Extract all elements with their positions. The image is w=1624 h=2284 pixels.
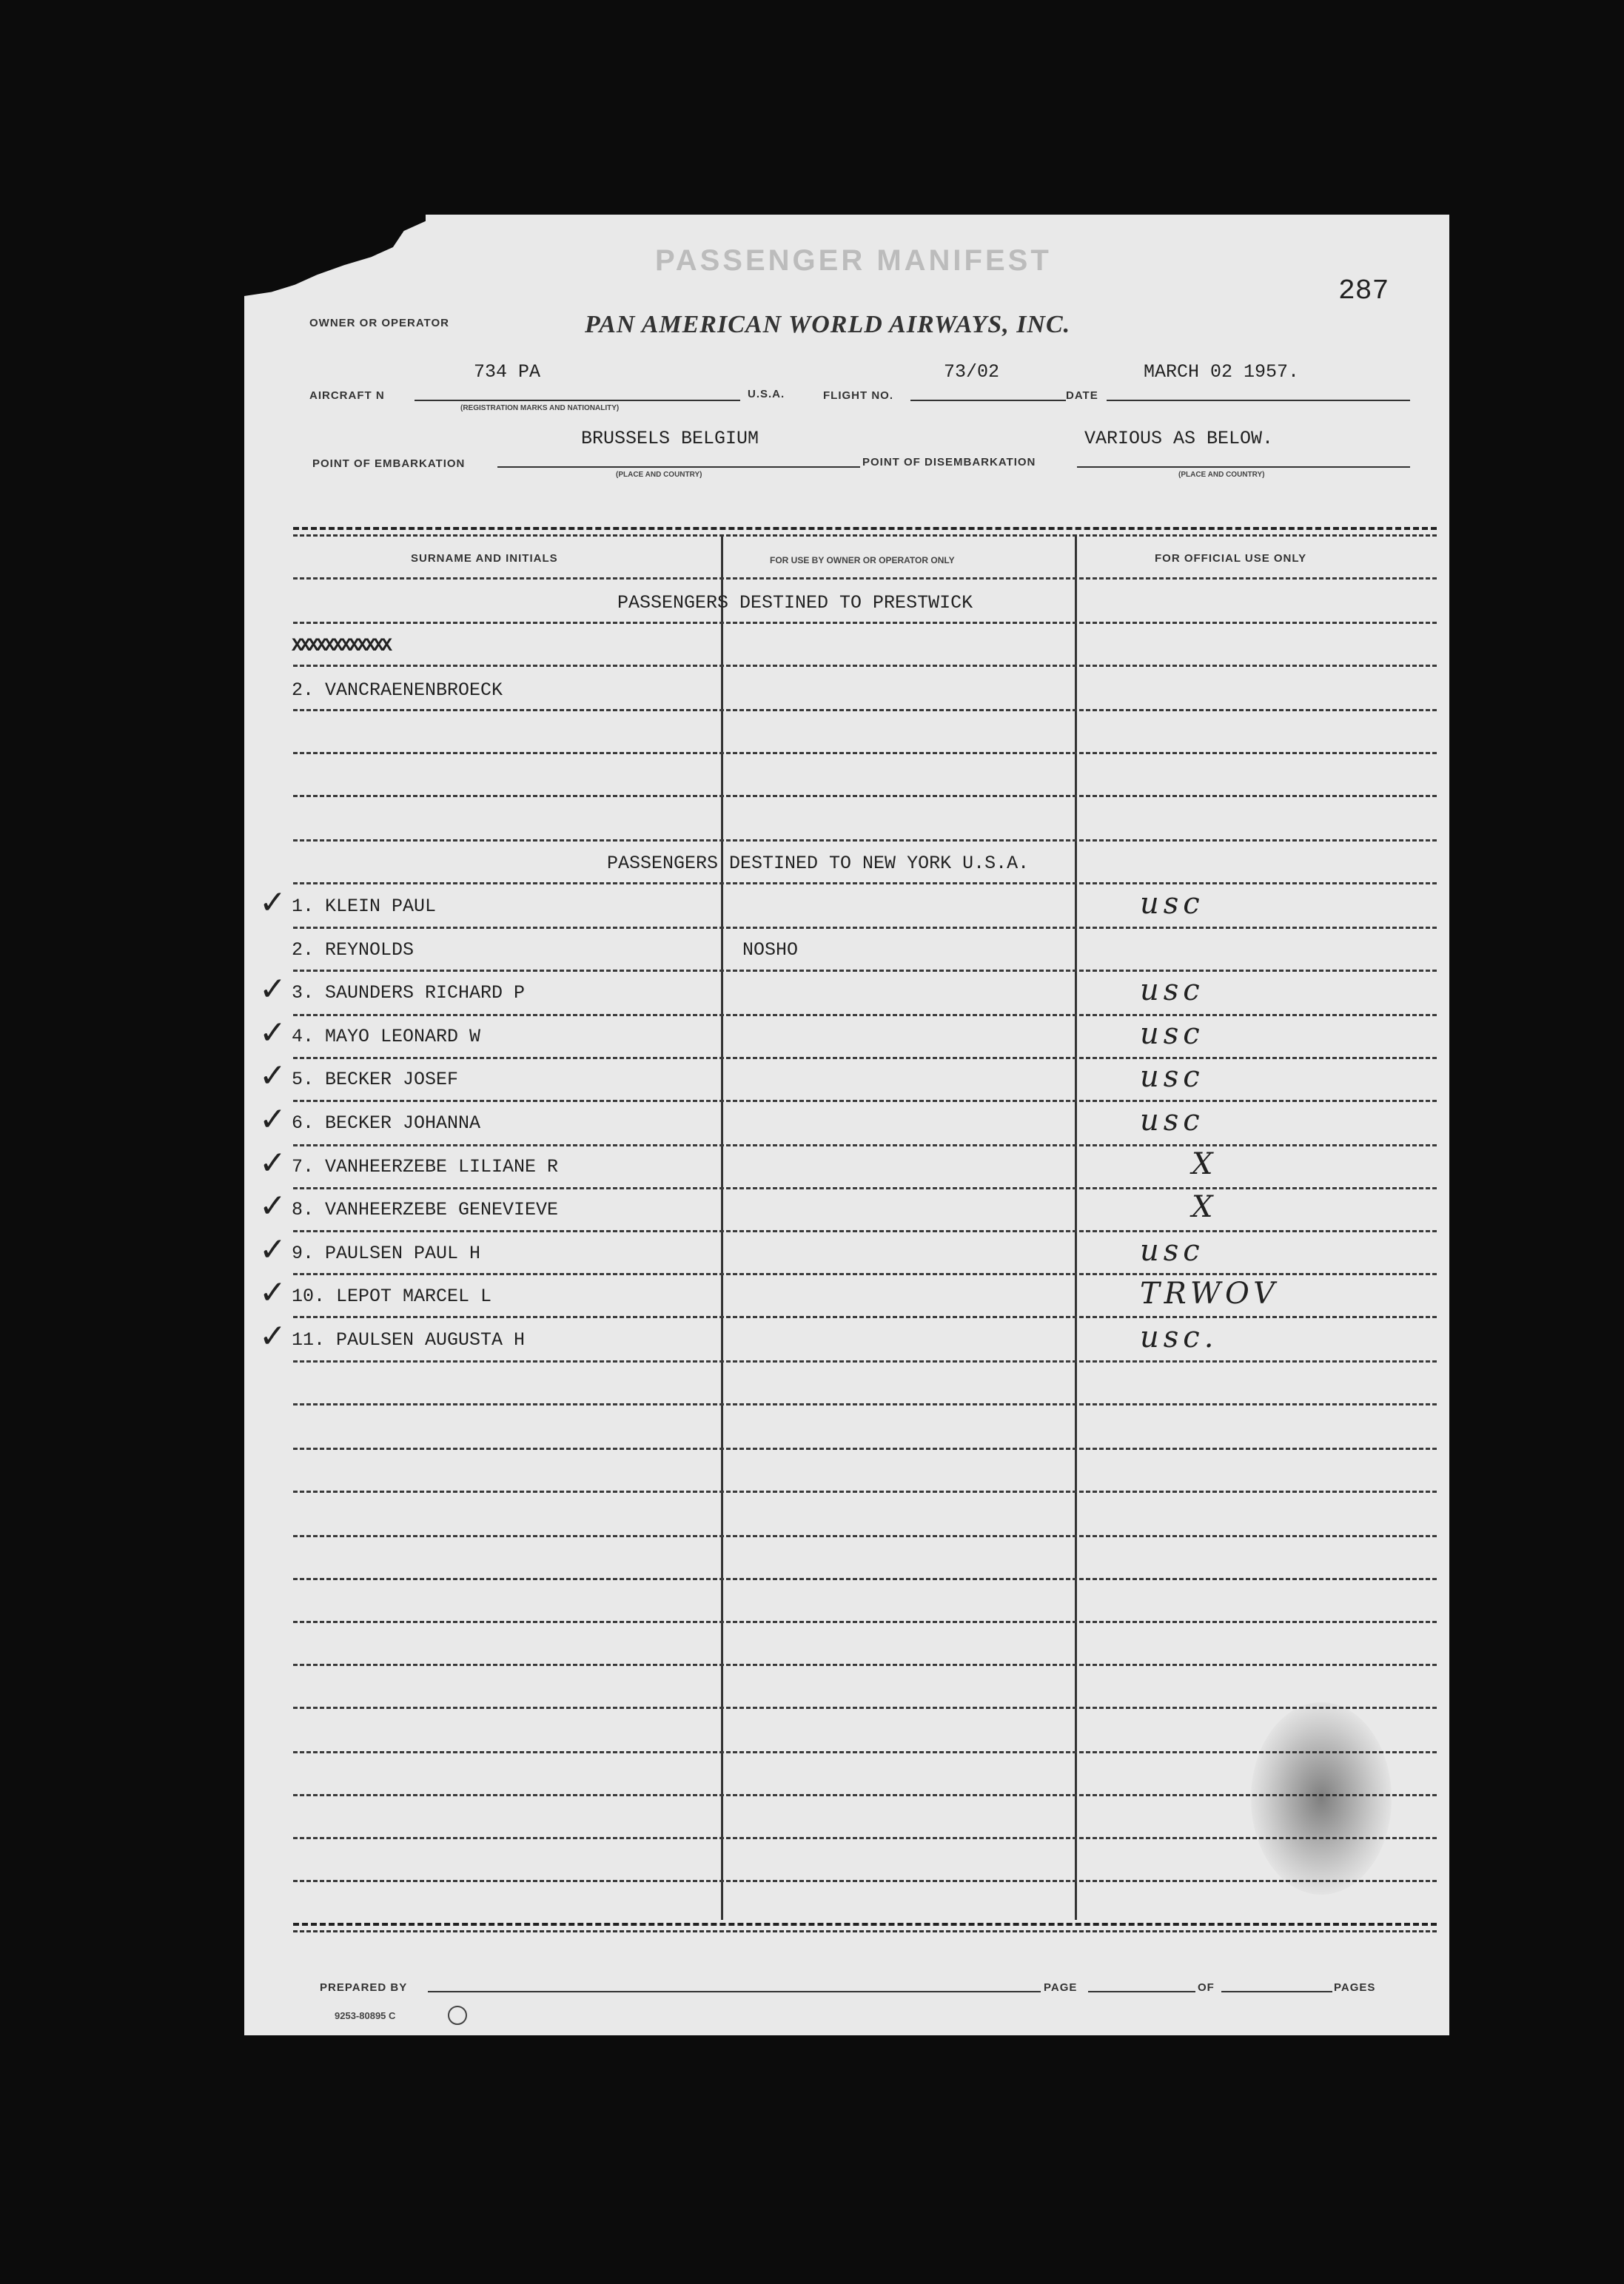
date-label: DATE (1066, 389, 1098, 402)
owner-value: PAN AMERICAN WORLD AIRWAYS, INC. (585, 311, 1071, 338)
date-value: MARCH 02 1957. (1144, 361, 1300, 383)
passenger-official-mark: usc (1140, 1017, 1204, 1051)
passenger-official-mark: usc (1140, 1104, 1204, 1138)
column-header-operator: FOR USE BY OWNER OR OPERATOR ONLY (770, 555, 955, 565)
check-mark-icon: ✓ (259, 970, 286, 1008)
ruled-line (293, 1491, 1437, 1493)
check-mark-icon: ✓ (259, 1144, 286, 1182)
footer-rule-1 (293, 1923, 1437, 1926)
disembarkation-label: POINT OF DISEMBARKATION (862, 456, 1036, 468)
passenger-name: 10. LEPOT MARCEL L (292, 1286, 492, 1307)
check-mark-icon: ✓ (259, 1187, 286, 1225)
ruled-line (293, 970, 1437, 972)
header-rule-2 (293, 534, 1437, 537)
check-mark-icon: ✓ (259, 1057, 286, 1095)
section-newyork: PASSENGERS DESTINED TO NEW YORK U.S.A. (607, 853, 1030, 874)
column-divider-1 (721, 536, 723, 1920)
check-mark-icon: ✓ (259, 884, 286, 921)
passenger-official-mark: X (1192, 1190, 1218, 1224)
header-rule-1 (293, 527, 1437, 530)
ruled-line (293, 752, 1437, 754)
passenger-name: 11. PAULSEN AUGUSTA H (292, 1329, 526, 1351)
passenger-official-mark: usc (1140, 1060, 1204, 1094)
passenger-name: 8. VANHEERZEBE GENEVIEVE (292, 1199, 559, 1220)
place-note-disembarkation: (PLACE AND COUNTRY) (1178, 471, 1265, 479)
ink-smudge (1251, 1702, 1392, 1895)
union-label-seal-icon (448, 2006, 467, 2025)
column-header-official: FOR OFFICIAL USE ONLY (1155, 552, 1307, 565)
ruled-line (293, 795, 1437, 797)
disembarkation-value: VARIOUS AS BELOW. (1084, 428, 1274, 449)
passenger-official-mark: TRWOV (1140, 1277, 1280, 1311)
ruled-line (293, 665, 1437, 667)
passenger-name: 7. VANHEERZEBE LILIANE R (292, 1156, 559, 1178)
column-header-name: SURNAME AND INITIALS (411, 552, 558, 565)
ruled-line (293, 1664, 1437, 1666)
passenger-name: 9. PAULSEN PAUL H (292, 1243, 481, 1264)
embarkation-label: POINT OF EMBARKATION (312, 457, 466, 470)
disembarkation-line (1077, 466, 1410, 468)
ruled-line (293, 1535, 1437, 1537)
prestwick-row: 2. VANCRAENENBROECK (292, 679, 503, 701)
section-prestwick: PASSENGERS DESTINED TO PRESTWICK (617, 592, 973, 614)
country-label: U.S.A. (748, 388, 785, 400)
ruled-line (293, 1014, 1437, 1016)
passenger-name: 3. SAUNDERS RICHARD P (292, 982, 526, 1004)
prestwick-struck-entry: XXXXXXXXXXXX (292, 635, 390, 656)
ruled-line (293, 577, 1437, 580)
date-line (1107, 400, 1410, 401)
ruled-line (293, 1144, 1437, 1146)
ruled-line (293, 1880, 1437, 1882)
ruled-line (293, 882, 1437, 884)
ruled-line (293, 1273, 1437, 1275)
page-number: 287 (1338, 275, 1389, 307)
passenger-name: 2. REYNOLDS (292, 939, 415, 961)
ruled-line (293, 1230, 1437, 1232)
page-label: PAGE (1044, 1981, 1078, 1994)
ruled-line (293, 1448, 1437, 1450)
ruled-line (293, 1100, 1437, 1102)
ruled-line (293, 1707, 1437, 1709)
of-line (1221, 1991, 1332, 1992)
aircraft-value: 734 PA (474, 361, 541, 383)
check-mark-icon: ✓ (259, 1231, 286, 1269)
passenger-name: 4. MAYO LEONARD W (292, 1026, 481, 1047)
passenger-name: 5. BECKER JOSEF (292, 1069, 459, 1090)
form-title: PASSENGER MANIFEST (655, 244, 1052, 277)
ruled-line (293, 622, 1437, 624)
passenger-name: 1. KLEIN PAUL (292, 896, 437, 917)
passenger-official-mark: usc (1140, 1234, 1204, 1268)
ruled-line (293, 709, 1437, 711)
owner-label: OWNER OR OPERATOR (309, 317, 449, 329)
ruled-line (293, 1578, 1437, 1580)
check-mark-icon: ✓ (259, 1274, 286, 1311)
ruled-line (293, 1057, 1437, 1059)
flight-line (910, 400, 1066, 401)
place-note-embarkation: (PLACE AND COUNTRY) (616, 471, 702, 479)
ruled-line (293, 1360, 1437, 1363)
aircraft-label: AIRCRAFT N (309, 389, 385, 402)
embarkation-line (497, 466, 860, 468)
column-divider-2 (1075, 536, 1077, 1920)
ruled-line (293, 927, 1437, 929)
passenger-name: 6. BECKER JOHANNA (292, 1112, 481, 1134)
passenger-official-mark: usc (1140, 887, 1204, 921)
ruled-line (293, 1187, 1437, 1189)
prepared-line (428, 1991, 1041, 1992)
ruled-line (293, 839, 1437, 842)
ruled-line (293, 1621, 1437, 1623)
embarkation-value: BRUSSELS BELGIUM (581, 428, 759, 449)
prepared-label: PREPARED BY (320, 1981, 408, 1994)
ruled-line (293, 1316, 1437, 1318)
pages-label: PAGES (1334, 1981, 1376, 1994)
passenger-official-mark: usc. (1140, 1320, 1218, 1354)
page-line (1088, 1991, 1195, 1992)
registration-note: (REGISTRATION MARKS AND NATIONALITY) (460, 404, 620, 412)
check-mark-icon: ✓ (259, 1101, 286, 1138)
form-code: 9253-80895 C (335, 2010, 396, 2021)
footer-rule-2 (293, 1930, 1437, 1932)
flight-value: 73/02 (944, 361, 1000, 383)
passenger-official-mark: usc (1140, 973, 1204, 1007)
check-mark-icon: ✓ (259, 1014, 286, 1052)
passenger-operator-note: NOSHO (742, 939, 799, 961)
of-label: OF (1198, 1981, 1215, 1994)
aircraft-line (415, 400, 740, 401)
passenger-official-mark: X (1192, 1147, 1218, 1181)
check-mark-icon: ✓ (259, 1317, 286, 1355)
flight-label: FLIGHT NO. (823, 389, 893, 402)
ruled-line (293, 1403, 1437, 1405)
